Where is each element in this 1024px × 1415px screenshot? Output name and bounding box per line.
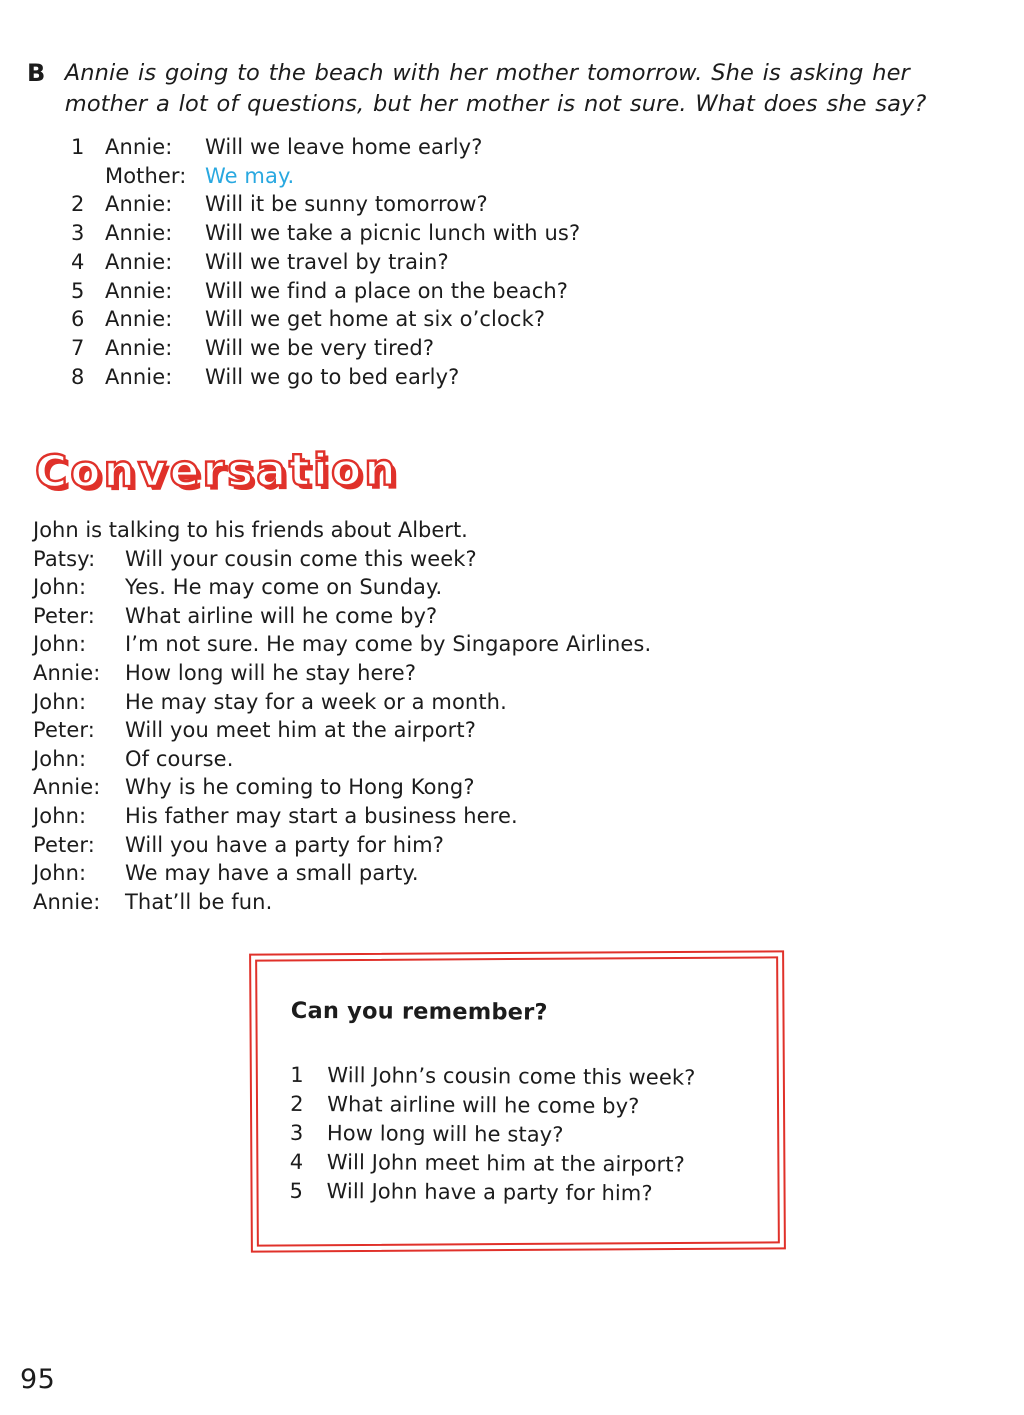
remember-box-inner-border	[255, 956, 780, 1246]
question-row	[71, 334, 957, 363]
dialogue-text: Will we take a picnic lunch with us?	[205, 221, 581, 246]
conversation-section	[33, 444, 983, 916]
dialogue-text: I’m not sure. He may come by Singapore Airlines.	[125, 632, 652, 657]
section-b-intro-row	[27, 58, 957, 119]
remember-question-row	[290, 1148, 765, 1180]
speaker-label: John:	[33, 746, 87, 771]
speaker-label: Patsy:	[33, 546, 96, 571]
dialogue-text: His father may start a business here.	[125, 803, 518, 828]
question-number	[71, 162, 105, 191]
question-row	[71, 162, 957, 191]
conversation-line	[33, 888, 983, 917]
speaker-label: Annie:	[105, 364, 173, 389]
section-b-instructions: Annie is going to the beach with her mother tomorrow. She is asking her mother a lot of questions, but her mother is not sure. What does she say?	[64, 60, 927, 117]
conversation-line	[33, 630, 983, 659]
speaker-label: Annie:	[105, 335, 173, 360]
speaker-label: Peter:	[33, 603, 95, 628]
conversation-line	[33, 659, 983, 688]
question-row	[71, 190, 957, 219]
dialogue-text: Will you meet him at the airport?	[125, 718, 476, 743]
speaker-label: Peter:	[33, 832, 95, 857]
conversation-line	[33, 859, 983, 888]
question-number: 8	[71, 364, 85, 389]
question-number: 7	[71, 335, 85, 360]
question-number: 1	[71, 135, 85, 159]
speaker-label: John:	[33, 575, 87, 600]
remember-question-list	[289, 1061, 765, 1209]
speaker-label: John:	[33, 632, 87, 657]
question-text: Will John have a party for him?	[326, 1179, 653, 1206]
dialogue-text: We may have a small party.	[125, 861, 419, 886]
dialogue-text: We may.	[205, 163, 295, 188]
remember-question-row	[290, 1090, 765, 1122]
remember-question-row	[290, 1061, 765, 1093]
conversation-line	[33, 802, 983, 831]
question-number: 4	[71, 249, 85, 274]
conversation-line	[33, 573, 983, 602]
dialogue-text: That’ll be fun.	[125, 889, 273, 914]
speaker-label: Annie:	[105, 221, 173, 246]
dialogue-text: He may stay for a week or a month.	[125, 689, 507, 714]
dialogue-text: Will you have a party for him?	[125, 832, 444, 857]
speaker-label: Mother:	[105, 163, 187, 188]
dialogue-text: Will we find a place on the beach?	[205, 278, 569, 303]
speaker-label: John:	[33, 861, 87, 886]
remember-question-row	[289, 1177, 764, 1209]
dialogue-text: How long will he stay here?	[125, 660, 417, 685]
dialogue-text: Yes. He may come on Sunday.	[125, 575, 443, 600]
question-number: 3	[71, 221, 85, 246]
remember-question-row	[290, 1119, 765, 1151]
conversation-line	[33, 773, 983, 802]
conversation-lines	[33, 545, 983, 917]
speaker-label: Annie:	[33, 889, 101, 914]
dialogue-text: Will we travel by train?	[205, 249, 449, 274]
question-text: Will John meet him at the airport?	[326, 1150, 685, 1177]
dialogue-text: Will we leave home early?	[205, 135, 483, 159]
section-b-label: B	[27, 59, 46, 87]
dialogue-text: Will we go to bed early?	[205, 364, 460, 389]
question-number: 6	[71, 307, 85, 332]
dialogue-text: Will your cousin come this week?	[125, 546, 477, 571]
question-number: 2	[71, 192, 85, 217]
conversation-line	[33, 716, 983, 745]
section-b	[27, 58, 957, 391]
remember-box	[249, 950, 786, 1252]
conversation-line	[33, 831, 983, 860]
section-b-question-list	[71, 133, 957, 391]
speaker-label: Peter:	[33, 718, 95, 743]
dialogue-text: Will we be very tired?	[205, 335, 435, 360]
speaker-label: John:	[33, 689, 87, 714]
conversation-line	[33, 602, 983, 631]
question-number: 2	[290, 1091, 304, 1116]
dialogue-text: Why is he coming to Hong Kong?	[125, 775, 475, 800]
page-number: 95	[20, 1364, 56, 1395]
question-number: 4	[289, 1149, 304, 1174]
remember-box-heading: Can you remember?	[290, 997, 548, 1026]
conversation-heading: Conversation	[34, 444, 399, 498]
question-text: How long will he stay?	[326, 1121, 564, 1147]
speaker-label: Annie:	[105, 249, 173, 274]
conversation-line	[33, 745, 983, 774]
question-number: 5	[289, 1178, 304, 1203]
question-number: 3	[289, 1120, 304, 1145]
speaker-label: Annie:	[105, 192, 173, 217]
question-row	[71, 277, 957, 306]
question-row	[71, 133, 957, 162]
question-row	[71, 305, 957, 334]
question-number: 5	[71, 278, 85, 303]
dialogue-text: Of course.	[125, 746, 234, 771]
speaker-label: Annie:	[33, 660, 101, 685]
question-text: Will John’s cousin come this week?	[327, 1063, 696, 1090]
conversation-line	[33, 688, 983, 717]
dialogue-text: What airline will he come by?	[125, 603, 438, 628]
speaker-label: Annie:	[105, 307, 173, 332]
speaker-label: Annie:	[33, 775, 101, 800]
dialogue-text: Will it be sunny tomorrow?	[205, 192, 488, 217]
speaker-label: John:	[33, 803, 87, 828]
question-row	[71, 248, 957, 277]
question-row	[71, 363, 957, 392]
question-number: 1	[290, 1062, 304, 1087]
conversation-line	[33, 545, 983, 574]
speaker-label: Annie:	[105, 278, 173, 303]
conversation-narration: John is talking to his friends about Albert.	[33, 518, 468, 542]
remember-box-content	[255, 962, 776, 1210]
question-text: What airline will he come by?	[327, 1092, 640, 1119]
dialogue-text: Will we get home at six o’clock?	[205, 307, 546, 332]
question-row	[71, 219, 957, 248]
speaker-label: Annie:	[105, 135, 173, 159]
